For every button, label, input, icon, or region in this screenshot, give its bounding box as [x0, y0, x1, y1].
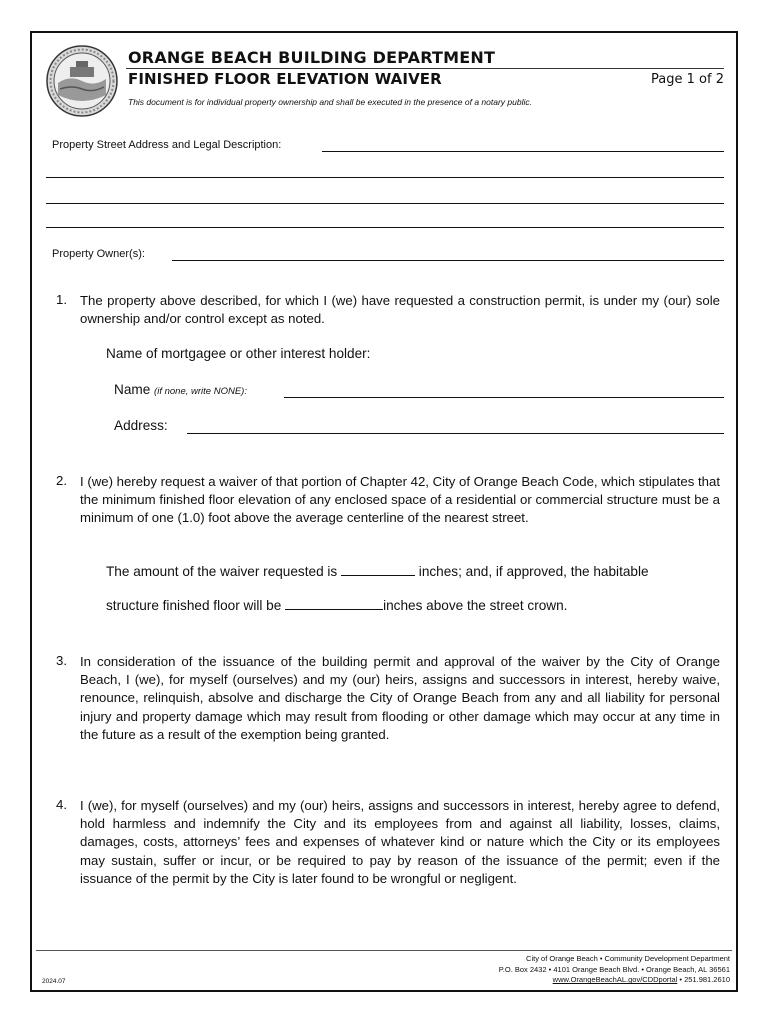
- footer-address: P.O. Box 2432 • 4101 Orange Beach Blvd. • Orange Beach, AL 36561: [498, 964, 730, 974]
- property-address-line-3[interactable]: [46, 203, 724, 204]
- item-1-number: 1.: [56, 292, 67, 307]
- footer-divider: [36, 950, 732, 951]
- item-4-text: I (we), for myself (ourselves) and my (our) heirs, assigns and successors in interest, hereby agree to defend, hold harmless and indemnify the City and its employees from and against all liability, losses, claims, damages, costs, attorneys’ fees and expenses of whatever kind or nature which the City or its employees may sustain, suffer or incur, or be required to pay by reason of the issuance of the permit; even if the issuance of the permit by the City is later found to be wrongful or negligent.: [80, 798, 720, 886]
- item-2-number: 2.: [56, 473, 67, 488]
- finished-floor-post: inches above the street crown.: [383, 598, 568, 613]
- footer-department: City of Orange Beach • Community Development Department: [526, 954, 730, 963]
- finished-floor-row: [106, 598, 567, 613]
- mortgagee-name-row: [114, 382, 247, 397]
- finished-floor-pre: structure finished floor will be: [106, 598, 282, 613]
- mortgagee-address-field[interactable]: [187, 433, 724, 434]
- property-owner-field[interactable]: [172, 260, 724, 261]
- item-3-text: In consideration of the issuance of the building permit and approval of the waiver by the City of Orange Beach, I (we), for myself (ourselves) and my (our) heirs, assigns and successors in interest, hereby waive, renounce, relinquish, absolve and discharge the City of Orange Beach from any and all liability for personal injury and property damage which may result from flooding or other damage which may occur at any time in the future as a result of the exemption being granted.: [80, 654, 720, 742]
- department-title: ORANGE BEACH BUILDING DEPARTMENT: [128, 48, 496, 67]
- property-address-label: Property Street Address and Legal Description:: [52, 139, 282, 151]
- form-title: FINISHED FLOOR ELEVATION WAIVER: [128, 70, 442, 88]
- waiver-amount-post: inches; and, if approved, the habitable: [418, 564, 649, 579]
- property-owner-label: Property Owner(s):: [52, 248, 145, 260]
- item-4-number: 4.: [56, 797, 67, 812]
- footer-portal-link[interactable]: www.OrangeBeachAL.gov/CDDportal: [552, 975, 678, 985]
- waiver-amount-row: [106, 564, 649, 579]
- mortgagee-heading: Name of mortgagee or other interest holder:: [106, 346, 371, 361]
- finished-floor-field[interactable]: [285, 608, 383, 610]
- notary-notice: This document is for individual property ownership and shall be executed in the presence of a notary public.: [128, 97, 532, 107]
- item-1-text: The property above described, for which I (we) have requested a construction permit, is under my (our) sole ownership and/or control except as noted.: [80, 293, 720, 327]
- item-3-number: 3.: [56, 653, 67, 668]
- waiver-amount-field[interactable]: [341, 574, 415, 576]
- header-divider: [126, 68, 724, 69]
- page-indicator: Page 1 of 2: [651, 72, 724, 87]
- city-seal-icon: [46, 45, 118, 117]
- item-2-text: I (we) hereby request a waiver of that portion of Chapter 42, City of Orange Beach Code, which stipulates that the minimum finished floor elevation of any enclosed space of a residential or commercial structure must be a minimum of one (1.0) foot above the average centerline of the nearest street.: [80, 474, 720, 526]
- mortgagee-address-label: Address:: [114, 418, 168, 433]
- property-address-field[interactable]: [322, 151, 724, 152]
- footer-contact: [499, 975, 730, 986]
- mortgagee-name-field[interactable]: [284, 397, 724, 398]
- footer-phone: • 251.981.2610: [677, 975, 730, 985]
- mortgagee-name-label: Name: [114, 382, 151, 397]
- waiver-amount-pre: The amount of the waiver requested is: [106, 564, 338, 579]
- footer-block: [499, 954, 730, 986]
- mortgagee-name-hint: (if none, write NONE):: [154, 386, 247, 397]
- property-address-line-4[interactable]: [46, 227, 724, 228]
- revision-date: 2024.07: [42, 978, 66, 985]
- property-address-line-2[interactable]: [46, 177, 724, 178]
